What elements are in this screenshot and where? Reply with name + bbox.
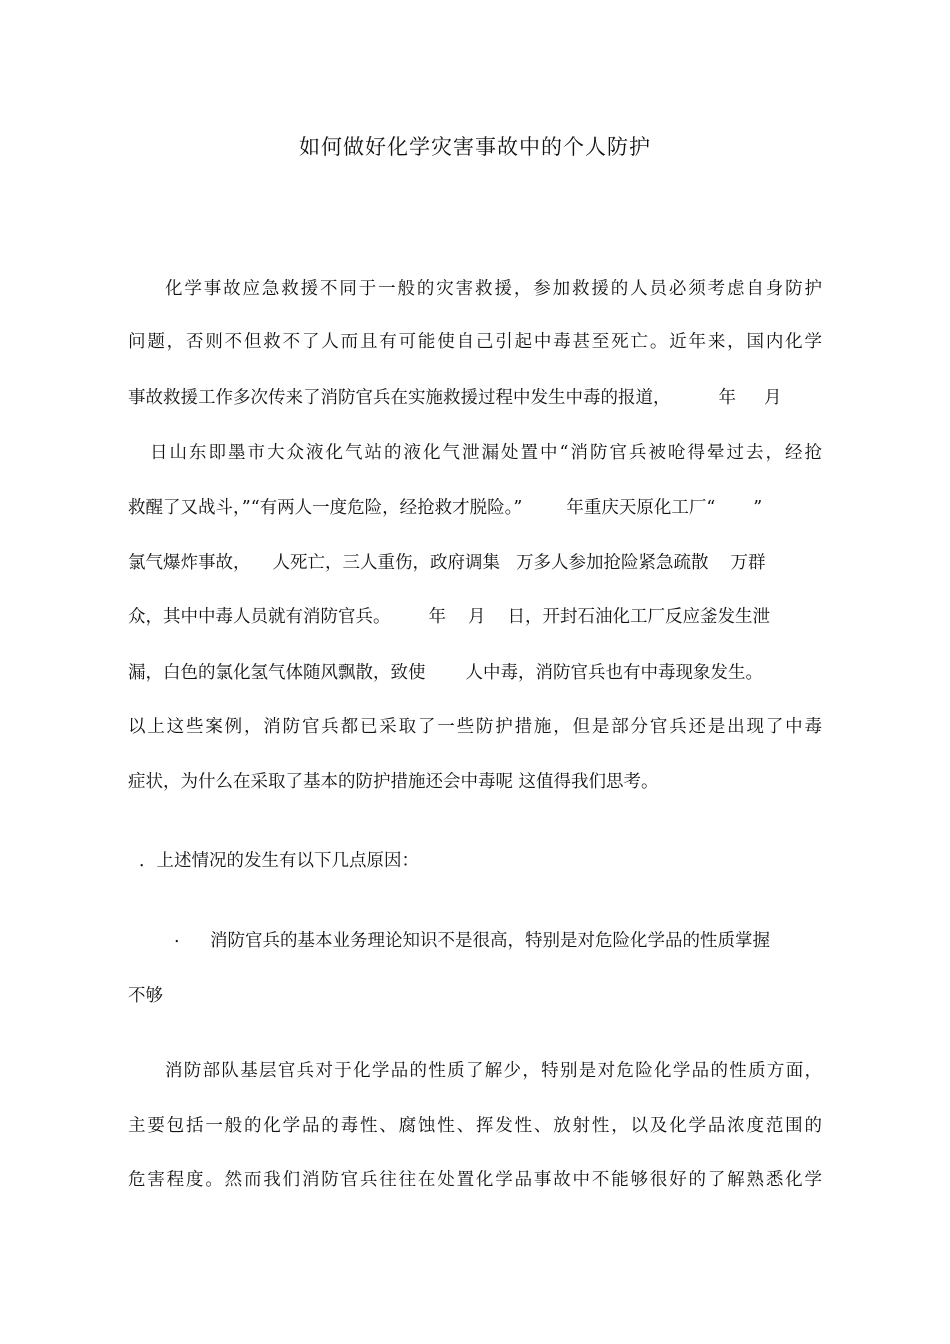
subsection-continuation: 不够 xyxy=(128,986,163,1006)
paragraph-line xyxy=(150,441,822,465)
text-segment: 万多人参加抢险紧急疏散 xyxy=(516,553,709,573)
paragraph-line: 化学事故应急救援不同于一般的灾害救援，参加救援的人员必须考虑自身防护 xyxy=(165,279,822,299)
paragraph-line: 问题，否则不但救不了人而且有可能使自己引起中毒甚至死亡。近年来，国内化学 xyxy=(128,332,822,352)
paragraph-line xyxy=(128,605,822,629)
text-segment: 年 xyxy=(428,607,446,627)
paragraph-line xyxy=(128,496,822,520)
text-segment: 月 xyxy=(468,607,486,627)
section-heading: ．上述情况的发生有以下几点原因： xyxy=(139,851,419,871)
paragraph-line: 危害程度。然而我们消防官兵往往在处置化学品事故中不能够很好的了解熟悉化学 xyxy=(128,1170,822,1190)
text-segment: 人死亡，三人重伤，政府调集 xyxy=(272,553,500,573)
paragraph-line xyxy=(128,551,822,575)
text-segment: 日，开封石油化工厂反应釜发生泄 xyxy=(507,607,770,627)
text-segment: ” xyxy=(753,498,763,518)
paragraph-line: 以上这些案例，消防官兵都已采取了一些防护措施，但是部分官兵还是出现了中毒 xyxy=(128,717,822,737)
subsection-heading xyxy=(174,927,770,951)
text-segment: 漏，白色的氯化氢气体随风飘散，致使 xyxy=(128,663,426,683)
text-segment: 年重庆天原化工厂“ xyxy=(566,498,716,518)
paragraph-line: 症状，为什么在采取了基本的防护措施还会中毒呢 这值得我们思考。 xyxy=(128,772,659,792)
subsection-text: 消防官兵的基本业务理论知识不是很高，特别是对危险化学品的性质掌握 xyxy=(210,931,770,951)
text-segment: 万群 xyxy=(730,553,766,573)
list-marker: . xyxy=(174,927,180,947)
text-segment: 事故救援工作多次传来了消防官兵在实施救援过程中发生中毒的报道， xyxy=(128,388,671,408)
paragraph-line xyxy=(128,661,822,685)
document-title: 如何做好化学灾害事故中的个人防护 xyxy=(299,135,651,159)
paragraph-line: 主要包括一般的化学品的毒性、腐蚀性、挥发性、放射性，以及化学品浓度范围的 xyxy=(128,1116,822,1136)
text-segment: 年 xyxy=(718,388,736,408)
text-segment: 救醒了又战斗，”“有两人一度危险，经抢救才脱险。” xyxy=(128,498,523,518)
text-segment: 人中毒，消防官兵也有中毒现象发生。 xyxy=(465,663,763,683)
text-segment: 日山东即墨市大众液化气站的液化气泄漏处置中“消防官兵被呛得晕过去，经抢 xyxy=(150,443,822,463)
text-segment: 众，其中中毒人员就有消防官兵。 xyxy=(128,607,391,627)
text-segment: 氯气爆炸事故， xyxy=(128,553,251,573)
text-segment: 月 xyxy=(764,388,782,408)
paragraph-line: 消防部队基层官兵对于化学品的性质了解少，特别是对危险化学品的性质方面， xyxy=(165,1061,822,1081)
paragraph-line xyxy=(128,386,822,410)
